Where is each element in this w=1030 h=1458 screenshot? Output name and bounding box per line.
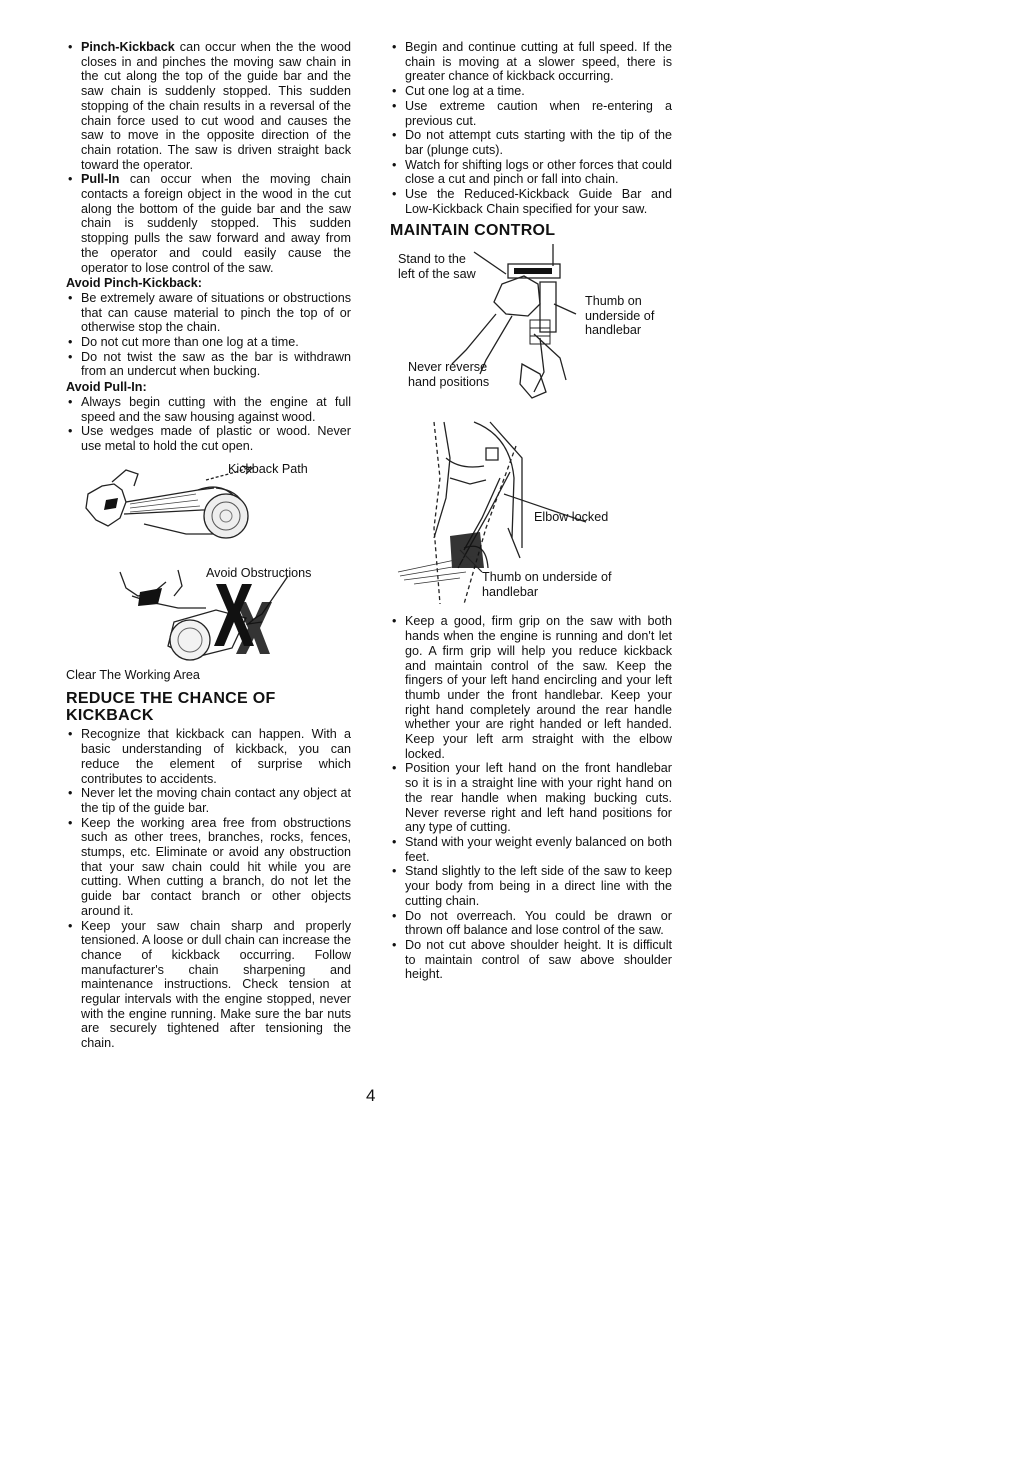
avoid-pull-heading: Avoid Pull-In: xyxy=(66,380,147,395)
label-line: Never reverse xyxy=(408,360,488,375)
label-line: Stand to the xyxy=(398,252,466,267)
elbow-locked-figure xyxy=(390,418,672,608)
list-item: • Cut one log at a time. xyxy=(390,84,672,99)
avoid-pull-list xyxy=(66,395,351,454)
list-item: • Stand with your weight evenly balanced on both feet. xyxy=(390,835,672,864)
avoid-obstructions-figure xyxy=(66,562,351,666)
list-item: • Do not overreach. You could be drawn or thrown off balance and lose control of the saw. xyxy=(390,909,672,938)
label-line: handlebar xyxy=(482,584,539,599)
term-pinch-kickback: Pinch-Kickback xyxy=(81,40,175,54)
clear-working-area-caption: Clear The Working Area xyxy=(66,667,200,682)
left-column xyxy=(66,40,351,1051)
label-line: left of the saw xyxy=(398,266,476,281)
list-item: • Use the Reduced-Kickback Guide Bar and Low-Kickback Chain specified for your saw. xyxy=(390,187,672,216)
label-line: hand positions xyxy=(408,374,490,389)
list-item: • Never let the moving chain contact any object at the tip of the guide bar. xyxy=(66,786,351,815)
list-item: • Position your left hand on the front handlebar so it is in a straight line with your right hand on the rear handle when making bucking cuts. Never reverse right and left hand positions for any type of cutting. xyxy=(390,761,672,835)
thumb-underside-label-2 xyxy=(482,570,612,599)
elbow-locked-label: Elbow locked xyxy=(534,510,609,525)
control-tips-list xyxy=(390,614,672,982)
list-item: • Use extreme caution when re-entering a previous cut. xyxy=(390,99,672,128)
list-item: • Stand slightly to the left side of the saw to keep your body from being in a direct line with the cutting chain. xyxy=(390,864,672,908)
list-item: • Do not twist the saw as the bar is withdrawn from an undercut when bucking. xyxy=(66,350,351,379)
reduce-kickback-list xyxy=(66,727,351,1050)
kickback-path-illustration xyxy=(66,460,351,556)
kickback-path-figure xyxy=(66,460,351,556)
list-item: • Do not attempt cuts starting with the tip of the bar (plunge cuts). xyxy=(390,128,672,157)
maintain-control-heading: MAINTAIN CONTROL xyxy=(390,222,556,240)
bullet-text: can occur when the the wood closes in and pinches the moving saw chain in the cut along the top of the guide bar and the saw chain is suddenly stopped. This sudden stopping of the chain results in a reversal of the chain force used to cut wood and causes the saw to move in the opposite direction of the chain rotation. The saw is driven straight back toward the operator. xyxy=(81,40,351,172)
thumb-underside-label xyxy=(585,294,654,338)
list-item: • Always begin cutting with the engine at full speed and the saw housing against wood. xyxy=(66,395,351,424)
avoid-pinch-list xyxy=(66,291,351,379)
term-pull-in: Pull-In xyxy=(81,172,120,187)
label-line: handlebar xyxy=(585,323,642,338)
avoid-pinch-heading: Avoid Pinch-Kickback: xyxy=(66,276,202,291)
heading-line: REDUCE THE CHANCE OF xyxy=(66,690,276,708)
list-item: • Be extremely aware of situations or obstructions that can cause material to pinch the top of or otherwise stop the chain. xyxy=(66,291,351,335)
list-item: • Do not cut above shoulder height. It is difficult to maintain control of saw above shoulder height. xyxy=(390,938,672,982)
bullet-pull-in xyxy=(66,172,351,275)
list-item: • Use wedges made of plastic or wood. Never use metal to hold the cut open. xyxy=(66,424,351,453)
cutting-tips-list xyxy=(390,40,672,216)
stand-left-figure xyxy=(390,242,672,414)
right-column xyxy=(390,40,672,982)
avoid-obstructions-label: Avoid Obstructions xyxy=(206,565,312,580)
list-item: • Keep your saw chain sharp and properly tensioned. A loose or dull chain can increase the chance of kickback occurring. Follow manufacturer's chain sharpening and maintenance instructions. Check tension at regular intervals with the engine stopped, never with the engine running. Make sure the bar nuts are securely tightened after tensioning the chain. xyxy=(66,919,351,1051)
kickback-path-label: Kickback Path xyxy=(228,461,308,476)
reduce-kickback-heading xyxy=(66,690,351,724)
bullet-text: can occur when the moving chain contacts a foreign object in the wood in the cut along the bottom of the guide bar and the saw chain is suddenly stopped. This sudden stopping pulls the saw forward and away from the operator and could easily cause the operator to lose control of the saw. xyxy=(81,172,351,275)
list-item: • Recognize that kickback can happen. With a basic understanding of kickback, you can reduce the element of surprise which contributes to accidents. xyxy=(66,727,351,786)
kickback-types-list xyxy=(66,40,351,275)
list-item: • Keep a good, firm grip on the saw with both hands when the engine is running and don't let go. A firm grip will help you reduce kickback and maintain control of the saw. Keep the fingers of your left hand encircling and your left thumb under the front handlebar. Keep your right hand completely around the rear handle whether your are right handed or left handed. Keep your left arm straight with the elbow locked. xyxy=(390,614,672,761)
bullet-pinch-kickback xyxy=(66,40,351,172)
list-item: • Do not cut more than one log at a time. xyxy=(66,335,351,350)
list-item: • Begin and continue cutting at full speed. If the chain is moving at a slower speed, there is greater chance of kickback occurring. xyxy=(390,40,672,84)
list-item: • Watch for shifting logs or other forces that could close a cut and pinch or fall into chain. xyxy=(390,158,672,187)
list-item: • Keep the working area free from obstructions such as other trees, branches, rocks, fences, stumps, etc. Eliminate or avoid any obstruction that your saw chain could hit while you are cutting. When cutting a branch, do not let the guide bar contact branch or other objects around it. xyxy=(66,816,351,919)
label-line: Thumb on xyxy=(585,294,642,309)
heading-line: KICKBACK xyxy=(66,707,154,725)
label-line: underside of xyxy=(585,308,655,323)
label-line: Thumb on underside of xyxy=(482,570,612,585)
never-reverse-label xyxy=(408,360,489,389)
page-number: 4 xyxy=(366,1086,376,1105)
stand-left-label xyxy=(398,252,476,281)
